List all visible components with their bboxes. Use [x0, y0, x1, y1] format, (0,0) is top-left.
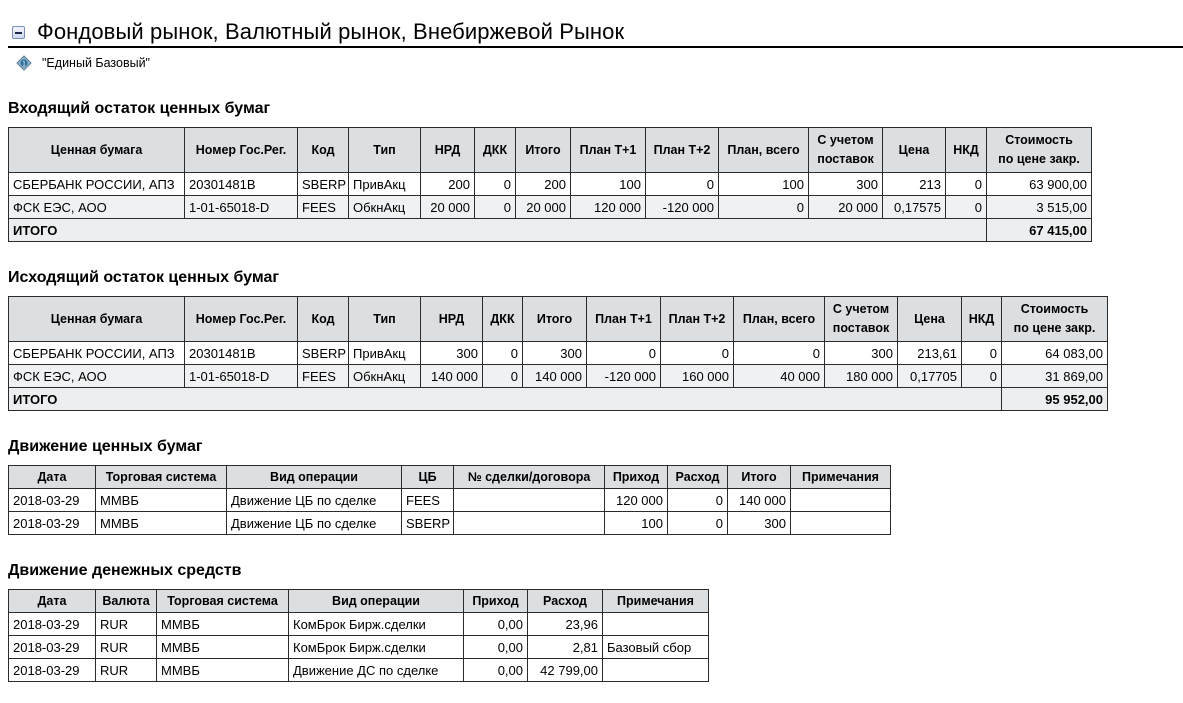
table-cell: 0 — [946, 173, 987, 196]
table-cell: SBERP — [402, 512, 454, 535]
table-cell: 2018-03-29 — [9, 489, 96, 512]
table-cell: ОбкнАкц — [349, 365, 421, 388]
table-cell: 140 000 — [728, 489, 791, 512]
table-cell: ПривАкц — [349, 173, 421, 196]
outgoing-securities-table — [8, 296, 1108, 411]
table-cell: 63 900,00 — [987, 173, 1092, 196]
title-divider — [8, 46, 1183, 48]
table-cell: СБЕРБАНК РОССИИ, АПЗ — [9, 173, 185, 196]
column-header: Вид операции — [227, 466, 402, 489]
table-row — [9, 636, 709, 659]
table-cell: 1-01-65018-D — [185, 365, 298, 388]
table-cell: 0 — [646, 173, 719, 196]
table-cell: RUR — [96, 613, 157, 636]
table-cell: 120 000 — [571, 196, 646, 219]
table-cell: 0 — [661, 342, 734, 365]
table-cell: 40 000 — [734, 365, 825, 388]
column-header: Приход — [464, 590, 528, 613]
table-cell: 0 — [719, 196, 809, 219]
diamond-badge-icon — [16, 55, 32, 71]
table-cell: ФСК ЕЭС, АОО — [9, 365, 185, 388]
table-cell: 20301481B — [185, 342, 298, 365]
incoming-securities-table — [8, 127, 1092, 242]
total-row — [9, 219, 1092, 242]
column-header: НРД — [421, 297, 483, 342]
table-cell: 2018-03-29 — [9, 659, 96, 682]
cash-movement-table — [8, 589, 709, 682]
table-cell: 120 000 — [605, 489, 668, 512]
table-cell: ММВБ — [96, 489, 227, 512]
column-header: Итого — [523, 297, 587, 342]
column-header: С учетом поставок — [825, 297, 898, 342]
column-header: НРД — [421, 128, 475, 173]
column-header: ЦБ — [402, 466, 454, 489]
table-cell: 300 — [809, 173, 883, 196]
column-header: Примечания — [603, 590, 709, 613]
table-cell: СБЕРБАНК РОССИИ, АПЗ — [9, 342, 185, 365]
column-header: Итого — [516, 128, 571, 173]
table-cell: 140 000 — [421, 365, 483, 388]
column-header: № сделки/договора — [454, 466, 605, 489]
column-header: НКД — [962, 297, 1002, 342]
collapse-icon[interactable] — [12, 26, 25, 39]
table-row — [9, 613, 709, 636]
securities-movement-table — [8, 465, 891, 535]
column-header: Расход — [668, 466, 728, 489]
table-cell: 1-01-65018-D — [185, 196, 298, 219]
table-cell: 0 — [962, 342, 1002, 365]
table-cell: 2,81 — [528, 636, 603, 659]
table-cell: 20 000 — [809, 196, 883, 219]
table-cell: 300 — [825, 342, 898, 365]
column-header: Вид операции — [289, 590, 464, 613]
table-cell: 0 — [587, 342, 661, 365]
tariff-plan — [16, 55, 150, 71]
column-header: Дата — [9, 466, 96, 489]
table-cell: FEES — [402, 489, 454, 512]
table-cell: 180 000 — [825, 365, 898, 388]
table-cell: 0 — [475, 196, 516, 219]
table-row — [9, 489, 891, 512]
table-cell: Движение ДС по сделке — [289, 659, 464, 682]
column-header: Тип — [349, 128, 421, 173]
column-header: План Т+1 — [587, 297, 661, 342]
table-cell: ММВБ — [157, 636, 289, 659]
table-cell: 0,00 — [464, 613, 528, 636]
table-cell: 20 000 — [421, 196, 475, 219]
table-cell — [454, 489, 605, 512]
table-cell: RUR — [96, 659, 157, 682]
table-cell — [454, 512, 605, 535]
table-cell: 0 — [946, 196, 987, 219]
table-cell: 160 000 — [661, 365, 734, 388]
table-cell: 213,61 — [898, 342, 962, 365]
table-cell: 213 — [883, 173, 946, 196]
table-cell: ММВБ — [96, 512, 227, 535]
table-cell: ФСК ЕЭС, АОО — [9, 196, 185, 219]
table-cell: 0,17705 — [898, 365, 962, 388]
table-cell: 0,00 — [464, 659, 528, 682]
table-cell: FEES — [298, 196, 349, 219]
table-cell: ПривАкц — [349, 342, 421, 365]
column-header: План Т+2 — [661, 297, 734, 342]
table-cell: 0 — [962, 365, 1002, 388]
table-cell: Движение ЦБ по сделке — [227, 512, 402, 535]
column-header: План Т+1 — [571, 128, 646, 173]
table-cell: 0 — [483, 342, 523, 365]
table-cell: КомБрок Бирж.сделки — [289, 613, 464, 636]
table-cell: -120 000 — [646, 196, 719, 219]
column-header: Примечания — [791, 466, 891, 489]
table-row — [9, 659, 709, 682]
securities-movement-title: Движение ценных бумаг — [8, 438, 203, 455]
table-row — [9, 512, 891, 535]
total-value: 95 952,00 — [1002, 388, 1108, 411]
table-cell: 100 — [605, 512, 668, 535]
column-header: План Т+2 — [646, 128, 719, 173]
column-header: ДКК — [483, 297, 523, 342]
total-label: ИТОГО — [9, 388, 1002, 411]
outgoing-section-title: Исходящий остаток ценных бумаг — [8, 269, 280, 286]
svg-text:1: 1 — [22, 60, 26, 68]
column-header: Приход — [605, 466, 668, 489]
table-header-row — [9, 466, 891, 489]
column-header: Расход — [528, 590, 603, 613]
column-header: Торговая система — [157, 590, 289, 613]
table-cell: 20 000 — [516, 196, 571, 219]
table-cell — [603, 659, 709, 682]
table-cell: 0 — [483, 365, 523, 388]
table-cell: 0,17575 — [883, 196, 946, 219]
table-cell: SBERP — [298, 173, 349, 196]
column-header: Ценная бумага — [9, 128, 185, 173]
table-cell: 3 515,00 — [987, 196, 1092, 219]
table-row — [9, 196, 1092, 219]
table-cell: 64 083,00 — [1002, 342, 1108, 365]
column-header: План, всего — [734, 297, 825, 342]
table-cell: 200 — [421, 173, 475, 196]
table-cell: 0 — [668, 512, 728, 535]
column-header: ДКК — [475, 128, 516, 173]
column-header: Дата — [9, 590, 96, 613]
table-cell: 200 — [516, 173, 571, 196]
column-header: Цена — [898, 297, 962, 342]
table-cell: Базовый сбор — [603, 636, 709, 659]
column-header: Номер Гос.Рег. — [185, 297, 298, 342]
table-cell: 2018-03-29 — [9, 512, 96, 535]
report-header — [12, 16, 624, 48]
table-cell — [791, 512, 891, 535]
column-header: Торговая система — [96, 466, 227, 489]
table-cell: ММВБ — [157, 659, 289, 682]
table-cell: FEES — [298, 365, 349, 388]
column-header: Код — [298, 297, 349, 342]
total-label: ИТОГО — [9, 219, 987, 242]
report-title: Фондовый рынок, Валютный рынок, Внебиржевой Рынок — [37, 19, 625, 44]
column-header: Цена — [883, 128, 946, 173]
column-header: Стоимость по цене закр. — [1002, 297, 1108, 342]
column-header: Код — [298, 128, 349, 173]
table-cell: 31 869,00 — [1002, 365, 1108, 388]
table-cell: 0,00 — [464, 636, 528, 659]
column-header: С учетом поставок — [809, 128, 883, 173]
table-cell — [603, 613, 709, 636]
table-row — [9, 342, 1108, 365]
table-cell: 100 — [719, 173, 809, 196]
table-row — [9, 173, 1092, 196]
table-cell: 300 — [523, 342, 587, 365]
table-row — [9, 365, 1108, 388]
table-cell: 0 — [734, 342, 825, 365]
table-cell: 0 — [668, 489, 728, 512]
column-header: Ценная бумага — [9, 297, 185, 342]
table-header-row — [9, 590, 709, 613]
total-value: 67 415,00 — [987, 219, 1092, 242]
table-cell: 300 — [421, 342, 483, 365]
table-cell: 100 — [571, 173, 646, 196]
table-cell: ОбкнАкц — [349, 196, 421, 219]
table-header-row — [9, 128, 1092, 173]
table-cell — [791, 489, 891, 512]
table-cell: 300 — [728, 512, 791, 535]
column-header: НКД — [946, 128, 987, 173]
column-header: Итого — [728, 466, 791, 489]
table-cell: 20301481B — [185, 173, 298, 196]
table-cell: -120 000 — [587, 365, 661, 388]
tariff-plan-name: "Единый Базовый" — [42, 56, 150, 70]
table-cell: КомБрок Бирж.сделки — [289, 636, 464, 659]
table-cell: ММВБ — [157, 613, 289, 636]
total-row — [9, 388, 1108, 411]
column-header: Стоимость по цене закр. — [987, 128, 1092, 173]
column-header: Валюта — [96, 590, 157, 613]
table-cell: 2018-03-29 — [9, 613, 96, 636]
table-cell: 0 — [475, 173, 516, 196]
table-cell: RUR — [96, 636, 157, 659]
table-cell: 140 000 — [523, 365, 587, 388]
table-cell: 42 799,00 — [528, 659, 603, 682]
table-cell: Движение ЦБ по сделке — [227, 489, 402, 512]
table-header-row — [9, 297, 1108, 342]
cash-movement-title: Движение денежных средств — [8, 562, 242, 579]
table-cell: 2018-03-29 — [9, 636, 96, 659]
incoming-section-title: Входящий остаток ценных бумаг — [8, 100, 271, 117]
column-header: План, всего — [719, 128, 809, 173]
column-header: Номер Гос.Рег. — [185, 128, 298, 173]
column-header: Тип — [349, 297, 421, 342]
table-cell: 23,96 — [528, 613, 603, 636]
table-cell: SBERP — [298, 342, 349, 365]
